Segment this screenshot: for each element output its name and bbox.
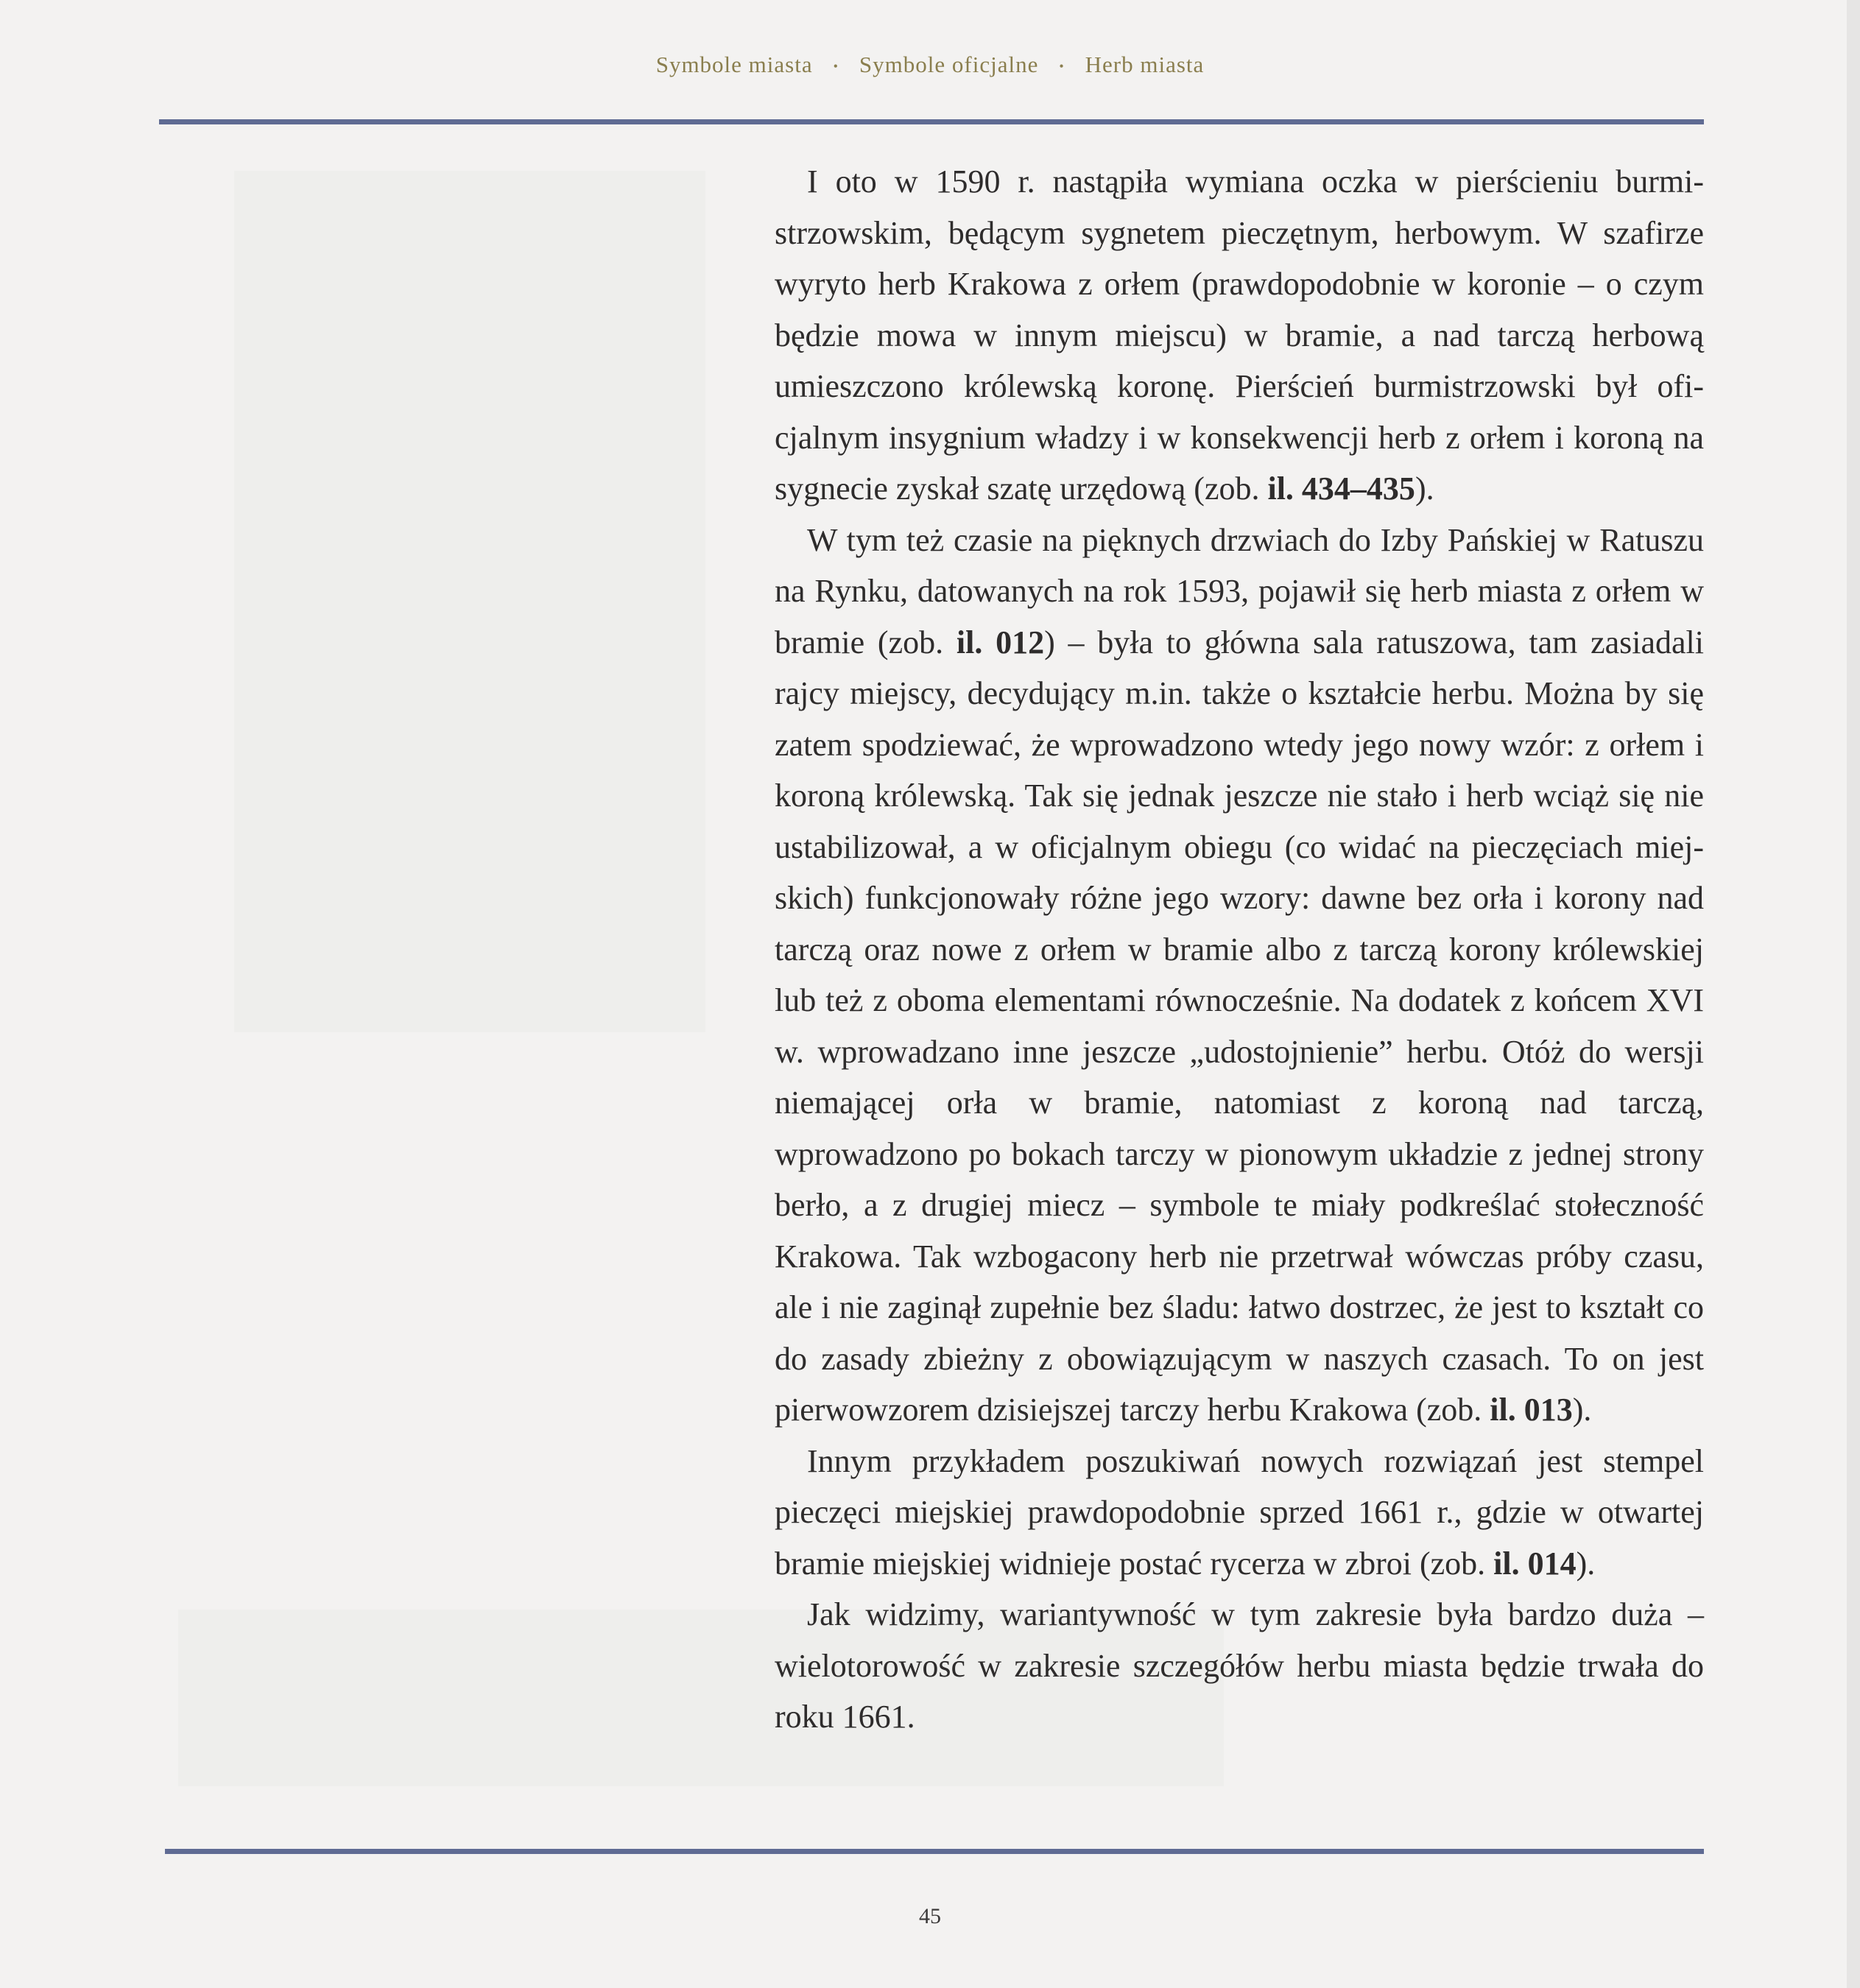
page-edge [1847,0,1860,1988]
body-text [775,156,1704,1743]
paragraph-text: ). [1576,1545,1596,1582]
page-number: 45 [919,1904,941,1928]
paragraph [775,1589,1704,1743]
paragraph-text: W tym też czasie na pięknych drzwiach do Izby Pańskiej w Ratuszu na Rynku, datowanych na rok 1593, pojawił się herb miasta z orłem w bramie (zob. [775,521,1704,660]
paragraph [775,1436,1704,1590]
paragraph-text: Jak widzimy, wariantywność w tym zakresie była bardzo duża – wielotorowość w zakresie szczegółów herbu miasta będzie trwała do roku 1661. [775,1596,1704,1735]
header-crumb-herb-miasta: Herb miasta [1085,52,1205,77]
running-header [0,52,1860,78]
paragraph-text: ) – była to główna sala ratuszowa, tam zasiadali rajcy miejscy, decydujący m.in. także o kształcie herbu. Można by się zatem spodziewać, że wprowadzono wtedy jego nowy wzór: z orłem i koroną królewską. Tak się jednak jeszcze nie stało i herb wciąż się nie ustabilizował, a w oficjalnym obiegu (co widać na pieczęciach miejskich) funkcjonowały różne jego wzory: dawne bez orła i korony nad tarczą oraz nowe z orłem w bramie albo z tarczą korony królewskiej lub też z oboma elementami równocześnie. Na dodatek z końcem XVI w. wprowadzano inne jeszcze „udostojnienie” herbu. Otóż do wersji niemającej orła w bramie, natomiast z koroną nad tarczą, wprowadzono po bokach tarczy w pionowym układzie z jednej strony berło, a z drugiej miecz – symbole te miały podkreślać stołeczność Krakowa. Tak wzbogacony herb nie przetrwał wówczas próby czasu, ale i nie zaginął zupełnie bez śladu: łatwo dostrzec, że jest to kształt co do zasady zbieżny z obowiązującym w naszych czasach. To on jest pierwowzorem dzisiejszej tarczy herbu Krakowa (zob. [775,624,1705,1428]
illustration-reference: il. 012 [956,624,1045,660]
header-crumb-symbole-miasta: Symbole miasta [655,52,813,77]
header-rule [159,119,1704,124]
show-through-image [234,171,705,1032]
header-crumb-symbole-oficjalne: Symbole oficjalne [859,52,1039,77]
footer-rule [165,1849,1704,1854]
paragraph [775,156,1704,515]
paragraph-text: Innym przykładem poszukiwań nowych rozwiązań jest stempel pieczęci miejskiej prawdopodobnie sprzed 1661 r., gdzie w otwartej bramie miejskiej widnieje postać rycerza w zbroi (zob. [775,1442,1704,1582]
paragraph-text: I oto w 1590 r. nastąpiła wymiana oczka w pierścieniu burmistrzowskim, będącym sygnetem pieczętnym, herbowym. W szafirze wyryto herb Krakowa z orłem (prawdopodobnie w koronie – o czym będzie mowa w innym miejscu) w bramie, a nad tarczą herbową umieszczono królewską koronę. Pierścień burmistrzowski był oficjalnym insygnium władzy i w konsekwencji herb z orłem i koroną na sygnecie zyskał szatę urzędową (zob. [775,163,1704,507]
illustration-reference: il. 014 [1493,1545,1577,1582]
header-separator: • [833,59,839,74]
paragraph [775,515,1704,1436]
header-separator: • [1059,59,1065,74]
illustration-reference: il. 434–435 [1267,470,1415,507]
paragraph-text: ). [1415,470,1434,507]
illustration-reference: il. 013 [1490,1392,1573,1428]
paragraph-text: ). [1572,1392,1592,1428]
